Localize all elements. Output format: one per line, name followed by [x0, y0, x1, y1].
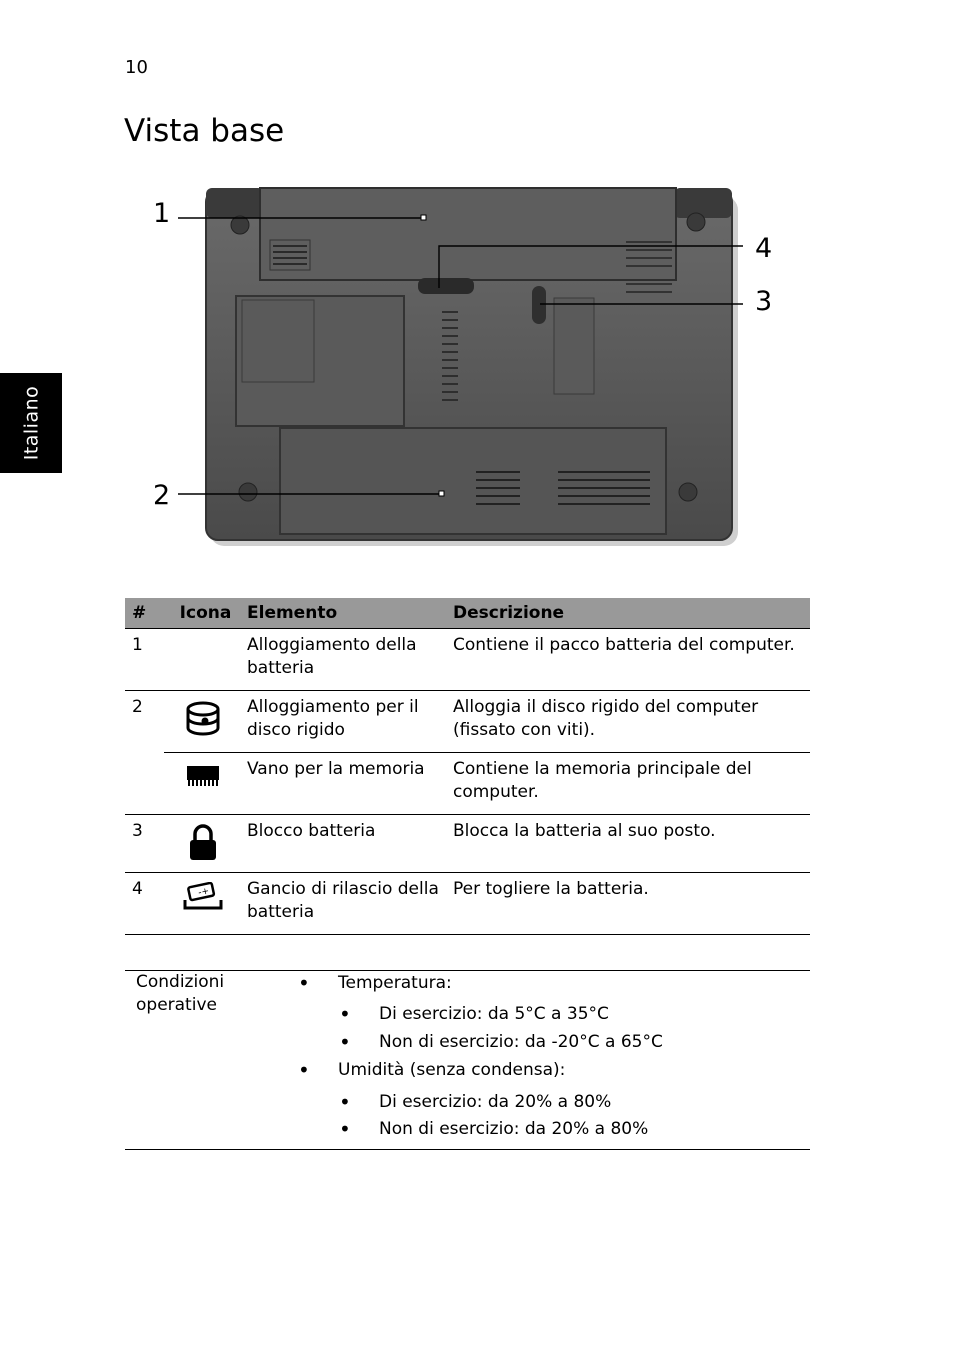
row-number: 3 — [125, 815, 164, 873]
callout-4: 4 — [755, 233, 773, 264]
humidity-list — [379, 1091, 648, 1141]
list-item: • Di esercizio: da 5°C a 35°C — [379, 1003, 663, 1026]
humidity-title-list — [338, 1059, 565, 1082]
table-header-row — [125, 598, 810, 629]
row-description: Alloggia il disco rigido del computer (fissato con viti). — [446, 691, 810, 753]
temperature-list — [379, 1003, 663, 1054]
callout-1: 1 — [153, 198, 171, 229]
language-side-tab — [0, 373, 62, 473]
callout-3: 3 — [755, 286, 773, 317]
table-row — [125, 873, 810, 935]
svg-text:-+: -+ — [196, 886, 210, 899]
row-icon — [164, 815, 240, 873]
laptop-base-figure — [140, 180, 800, 560]
language-side-tab-label: Italiano — [20, 385, 43, 461]
row-number: 4 — [125, 873, 164, 935]
row-element: Alloggiamento della batteria — [240, 629, 446, 691]
hard-disk-icon — [185, 700, 221, 738]
row-element: Gancio di rilascio della batteria — [240, 873, 446, 935]
header-number: # — [125, 598, 164, 629]
environment-list — [338, 972, 452, 995]
row-icon — [164, 691, 240, 753]
list-item: • Non di esercizio: da -20°C a 65°C — [379, 1031, 663, 1054]
components-table — [125, 598, 810, 935]
laptop-base-illustration — [140, 180, 800, 560]
callout-2: 2 — [153, 480, 171, 511]
table-row — [125, 815, 810, 873]
humidity-title: • Umidità (senza condensa): — [338, 1059, 565, 1082]
row-number: 1 — [125, 629, 164, 691]
list-item: • Non di esercizio: da 20% a 80% — [379, 1118, 648, 1141]
row-description: Per togliere la batteria. — [446, 873, 810, 935]
table-row — [125, 629, 810, 691]
temperature-title: • Temperatura: — [338, 972, 452, 995]
row-icon — [164, 753, 240, 815]
row-icon — [164, 629, 240, 691]
environment-section — [125, 970, 810, 1150]
row-number — [125, 753, 164, 815]
header-element: Elemento — [240, 598, 446, 629]
lock-icon — [188, 824, 218, 862]
header-icon: Icona — [164, 598, 240, 629]
row-element: Blocco batteria — [240, 815, 446, 873]
list-item: • Di esercizio: da 20% a 80% — [379, 1091, 648, 1114]
row-description: Blocca la batteria al suo posto. — [446, 815, 810, 873]
memory-icon — [185, 762, 221, 788]
row-element: Alloggiamento per il disco rigido — [240, 691, 446, 753]
row-icon — [164, 873, 240, 935]
table-row — [125, 753, 810, 815]
row-element: Vano per la memoria — [240, 753, 446, 815]
environment-label: Condizioni operative — [136, 972, 225, 1015]
battery-release-icon — [183, 882, 223, 912]
row-description: Contiene il pacco batteria del computer. — [446, 629, 810, 691]
header-description: Descrizione — [446, 598, 810, 629]
page-number: 10 — [125, 57, 148, 78]
row-number: 2 — [132, 697, 143, 717]
page-title: Vista base — [124, 113, 285, 149]
row-description: Contiene la memoria principale del computer. — [446, 753, 810, 815]
table-row — [125, 691, 810, 753]
